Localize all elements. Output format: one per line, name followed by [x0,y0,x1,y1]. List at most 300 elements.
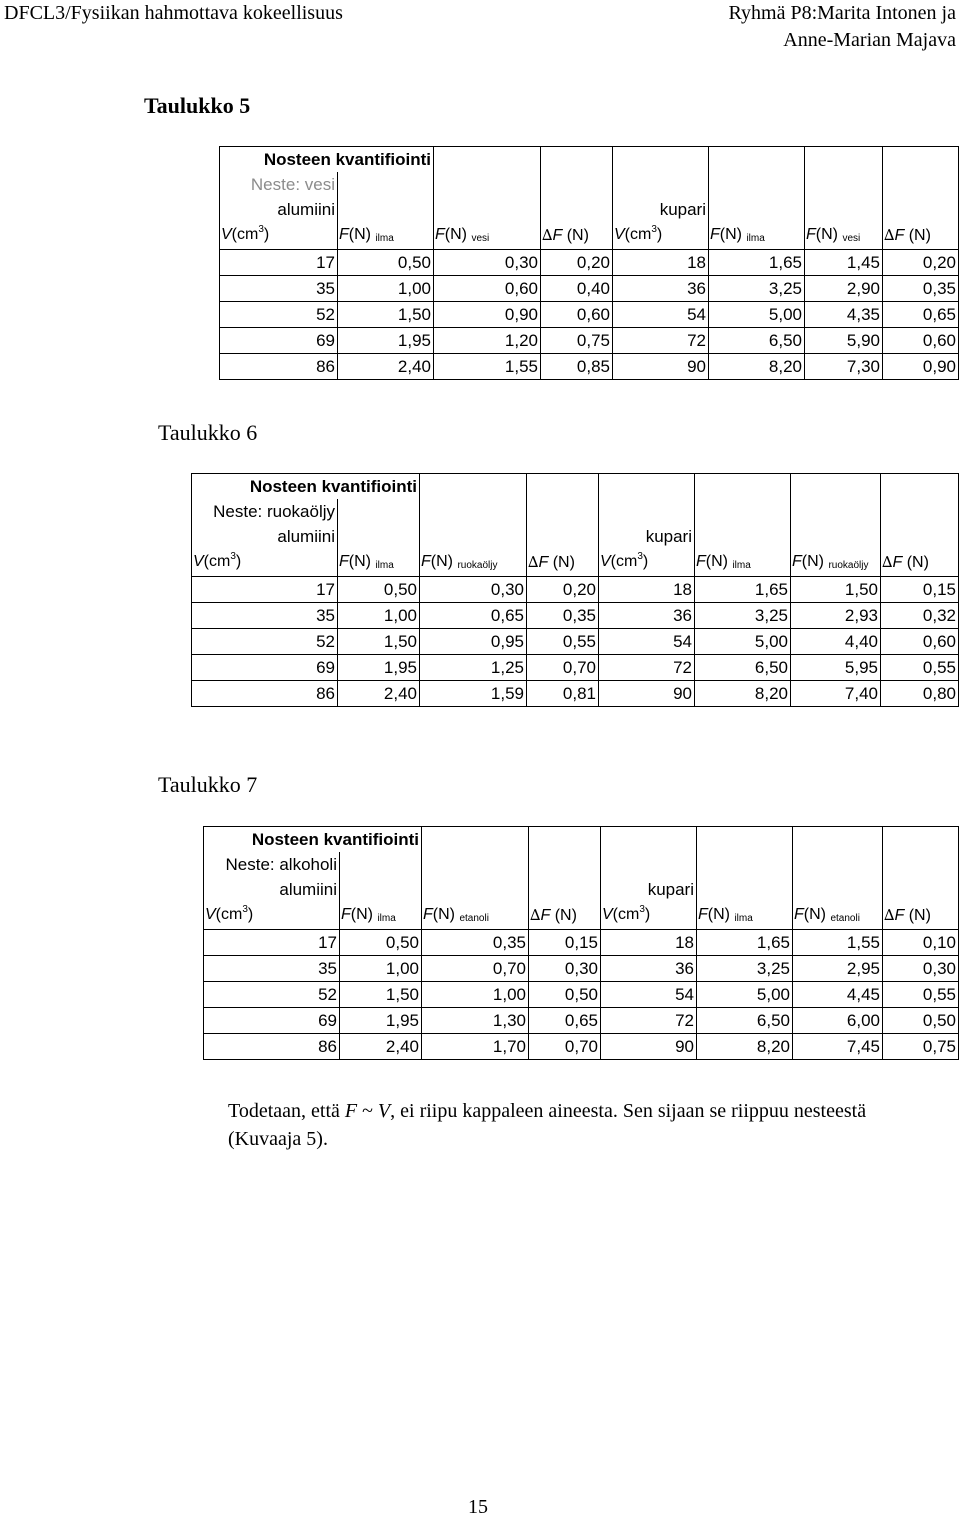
force-symbol: F [710,226,720,243]
volume-close: ) [656,226,663,243]
force-symbol: F [540,907,551,924]
table-cell: 0,60 [541,302,613,328]
table-cell: 3,25 [709,276,805,302]
table-cell: 7,30 [805,354,883,380]
table-cell: 5,90 [805,328,883,354]
empty-cell [422,852,529,877]
table-taulukko-6 [191,473,959,707]
table-cell: 1,55 [434,354,541,380]
volume-exponent: 3 [639,904,645,915]
force-subscript: vesi [842,233,861,244]
table-cell: 0,35 [527,603,599,629]
volume-exponent: 3 [242,904,248,915]
volume-unit: (cm [612,906,640,923]
metal-row [220,197,959,222]
metal-label-kupari: kupari [601,877,697,902]
force-subscript: ruokaöljy [828,560,869,571]
table-cell: 4,40 [791,629,881,655]
liquid-row [204,852,959,877]
empty-cell [434,197,541,222]
table-cell: 0,50 [338,577,420,603]
table-cell: 1,55 [793,930,883,956]
table-cell: 0,95 [420,629,527,655]
empty-cell [601,827,697,853]
table-cell: 90 [613,354,709,380]
empty-cell [420,474,527,500]
delta-icon: ∆ [884,226,895,244]
table-cell: 7,40 [791,681,881,707]
table-row [220,354,959,380]
delta-icon: ∆ [530,906,541,924]
empty-cell [338,524,420,549]
table-cell: 6,50 [695,655,791,681]
empty-cell [695,474,791,500]
volume-symbol: V [205,906,216,923]
table-cell: 0,50 [883,1008,959,1034]
force-unit: (N) [350,906,373,923]
kupari-volume-header [599,549,695,577]
volume-exponent: 3 [637,551,643,562]
empty-cell [541,197,613,222]
table-cell: 1,95 [340,1008,422,1034]
table-cell: 0,70 [422,956,529,982]
force-subscript: ilma [746,233,765,244]
force-symbol: F [421,553,431,570]
delta-icon: ∆ [542,226,553,244]
header-group-line1: Ryhmä P8:Marita Intonen ja [728,2,956,24]
force-symbol: F [696,553,706,570]
table-cell: 2,95 [793,956,883,982]
table-cell: 69 [204,1008,340,1034]
alumiini-delta-force-header [529,902,601,930]
force-unit: (N) [348,553,371,570]
kupari-air-force-header [697,902,793,930]
table-cell: 3,25 [695,603,791,629]
table-cell: 35 [220,276,338,302]
delta-icon: ∆ [884,906,895,924]
empty-cell [529,827,601,853]
header-group-line2: Anne-Marian Majava [783,29,956,51]
force-symbol: F [894,227,905,244]
liquid-row [220,172,959,197]
volume-unit: (cm [203,553,231,570]
table-cell: 0,55 [883,982,959,1008]
kupari-liquid-force-header [805,222,883,250]
kupari-delta-force-header [881,549,959,577]
empty-cell [613,172,709,197]
force-symbol: F [894,907,905,924]
force-unit: (N) [815,226,838,243]
table-cell: 1,00 [340,956,422,982]
title-row [204,827,959,853]
empty-cell [527,474,599,500]
empty-cell [709,197,805,222]
table-cell: 0,80 [881,681,959,707]
empty-cell [793,877,883,902]
force-subscript: etanoli [830,913,860,924]
kupari-air-force-header [695,549,791,577]
empty-cell [697,877,793,902]
volume-symbol: V [600,553,611,570]
table-cell: 0,40 [541,276,613,302]
force-symbol: F [698,906,708,923]
force-symbol: F [892,554,903,571]
empty-cell [791,499,881,524]
volume-symbol: V [614,226,625,243]
table-row [204,1034,959,1060]
table-cell: 0,55 [527,629,599,655]
caption-taulukko-7: Taulukko 7 [158,772,258,797]
empty-cell [527,524,599,549]
table-cell: 1,50 [338,302,434,328]
table-cell: 54 [601,982,697,1008]
table-cell: 35 [192,603,338,629]
table-cell: 86 [220,354,338,380]
metal-label-kupari: kupari [599,524,695,549]
table-cell: 2,40 [340,1034,422,1060]
force-symbol: F [792,553,802,570]
column-header-row [192,549,959,577]
table-cell: 0,20 [883,250,959,276]
table-cell: 17 [192,577,338,603]
table-cell: 0,70 [529,1034,601,1060]
force-unit: (N) [550,907,577,924]
table-cell: 0,75 [541,328,613,354]
kupari-delta-force-header [883,902,959,930]
table-cell: 0,65 [529,1008,601,1034]
empty-cell [422,877,529,902]
empty-cell [541,172,613,197]
alumiini-volume-header [204,902,340,930]
table-cell: 0,50 [529,982,601,1008]
table-row [192,681,959,707]
title-row [220,147,959,173]
force-unit: (N) [705,553,728,570]
volume-unit: (cm [610,553,638,570]
metal-label-alumiini: alumiini [204,877,340,902]
table-cell: 7,45 [793,1034,883,1060]
table-cell: 36 [601,956,697,982]
table-cell: 72 [599,655,695,681]
caption-taulukko-6: Taulukko 6 [158,420,258,445]
table-cell: 86 [192,681,338,707]
table-cell: 0,30 [434,250,541,276]
table-cell: 1,20 [434,328,541,354]
table-cell: 17 [204,930,340,956]
volume-symbol: V [221,226,232,243]
table-cell: 90 [601,1034,697,1060]
table-cell: 1,65 [695,577,791,603]
table-cell: 54 [613,302,709,328]
volume-unit: (cm [624,226,652,243]
metal-label-alumiini: alumiini [192,524,338,549]
force-subscript: ilma [375,560,394,571]
empty-cell [697,852,793,877]
table-cell: 0,90 [434,302,541,328]
table-row [220,302,959,328]
force-unit: (N) [707,906,730,923]
delta-icon: ∆ [528,553,539,571]
volume-close: ) [644,906,651,923]
table-cell: 0,20 [527,577,599,603]
table-title: Nosteen kvantifiointi [220,147,434,173]
kupari-air-force-header [709,222,805,250]
table-cell: 72 [601,1008,697,1034]
liquid-row [192,499,959,524]
empty-cell [422,827,529,853]
liquid-label: Neste: alkoholi [204,852,340,877]
table-cell: 1,70 [422,1034,529,1060]
volume-close: ) [642,553,649,570]
table-cell: 0,70 [527,655,599,681]
empty-cell [709,147,805,173]
force-unit: (N) [432,906,455,923]
table-cell: 0,30 [529,956,601,982]
force-symbol: F [423,906,433,923]
volume-exponent: 3 [258,224,264,235]
force-unit: (N) [430,553,453,570]
table-cell: 1,50 [338,629,420,655]
table-cell: 36 [599,603,695,629]
table-cell: 0,35 [422,930,529,956]
table-cell: 8,20 [695,681,791,707]
table-taulukko-7 [203,826,959,1060]
kupari-volume-header [601,902,697,930]
volume-unit: (cm [215,906,243,923]
table-cell: 0,60 [883,328,959,354]
force-unit: (N) [803,906,826,923]
table-cell: 4,45 [793,982,883,1008]
force-subscript: ilma [375,233,394,244]
table-cell: 0,10 [883,930,959,956]
table-cell: 2,93 [791,603,881,629]
table-cell: 8,20 [709,354,805,380]
table-cell: 2,40 [338,354,434,380]
table-cell: 1,95 [338,655,420,681]
volume-symbol: V [602,906,613,923]
title-row [192,474,959,500]
force-symbol: F [538,554,549,571]
table-cell: 0,90 [883,354,959,380]
alumiini-liquid-force-header [420,549,527,577]
table-row [204,982,959,1008]
table-cell: 36 [613,276,709,302]
delta-icon: ∆ [882,553,893,571]
empty-cell [791,474,881,500]
empty-cell [340,852,422,877]
empty-cell [881,474,959,500]
liquid-label: Neste: ruokaöljy [192,499,338,524]
caption-taulukko-5: Taulukko 5 [144,93,251,118]
alumiini-delta-force-header [527,549,599,577]
force-symbol: F [341,906,351,923]
table-cell: 1,45 [805,250,883,276]
table-cell: 0,60 [881,629,959,655]
metal-label-kupari: kupari [613,197,709,222]
table-cell: 54 [599,629,695,655]
table-cell: 1,25 [420,655,527,681]
table-cell: 69 [220,328,338,354]
force-symbol: F [794,906,804,923]
table-cell: 0,75 [883,1034,959,1060]
force-unit: (N) [801,553,824,570]
table-cell: 1,00 [422,982,529,1008]
empty-cell [599,474,695,500]
empty-cell [613,147,709,173]
empty-cell [709,172,805,197]
empty-cell [695,524,791,549]
alumiini-air-force-header [338,549,420,577]
alumiini-volume-header [192,549,338,577]
empty-cell [805,197,883,222]
alumiini-liquid-force-header [422,902,529,930]
empty-cell [529,852,601,877]
table-cell: 5,00 [695,629,791,655]
table-cell: 90 [599,681,695,707]
metal-row [192,524,959,549]
table-row [220,328,959,354]
table-cell: 6,50 [697,1008,793,1034]
force-symbol: F [435,226,445,243]
conclusion-post: , ei riipu kappaleen aineesta. Sen sijaan se riippuu nesteestä (Kuvaaja 5). [228,1100,867,1150]
empty-cell [338,499,420,524]
table-row [220,276,959,302]
force-unit: (N) [562,227,589,244]
table-cell: 0,85 [541,354,613,380]
force-symbol: F [339,553,349,570]
empty-cell [420,524,527,549]
empty-cell [697,827,793,853]
conclusion-tilde: ~ [357,1100,378,1122]
table-title: Nosteen kvantifiointi [204,827,422,853]
table-row [192,603,959,629]
column-header-row [220,222,959,250]
table-cell: 0,30 [883,956,959,982]
table-cell: 1,65 [709,250,805,276]
table-cell: 1,65 [697,930,793,956]
table-cell: 1,50 [791,577,881,603]
empty-cell [434,147,541,173]
table-cell: 0,50 [340,930,422,956]
table-cell: 0,32 [881,603,959,629]
empty-cell [883,827,959,853]
table-cell: 1,95 [338,328,434,354]
conclusion-f: F [344,1100,358,1122]
table-cell: 0,20 [541,250,613,276]
force-subscript: ruokaöljy [457,560,498,571]
empty-cell [529,877,601,902]
force-symbol: F [339,226,349,243]
force-unit: (N) [348,226,371,243]
table-row [192,655,959,681]
kupari-volume-header [613,222,709,250]
table-cell: 52 [204,982,340,1008]
table-cell: 1,00 [338,276,434,302]
table-cell: 52 [220,302,338,328]
kupari-liquid-force-header [793,902,883,930]
table-cell: 5,00 [709,302,805,328]
table-row [220,250,959,276]
page-number: 15 [468,1496,488,1518]
empty-cell [541,147,613,173]
empty-cell [338,197,434,222]
table-cell: 69 [192,655,338,681]
volume-close: ) [235,553,242,570]
force-unit: (N) [904,227,931,244]
empty-cell [793,852,883,877]
empty-cell [881,499,959,524]
empty-cell [883,172,959,197]
metal-row [204,877,959,902]
volume-close: ) [263,226,270,243]
table-cell: 72 [613,328,709,354]
running-header-course: DFCL3/Fysiikan hahmottava kokeellisuus [4,2,343,24]
table-cell: 1,59 [420,681,527,707]
table-cell: 1,00 [338,603,420,629]
table-row [204,956,959,982]
empty-cell [883,877,959,902]
table-cell: 1,30 [422,1008,529,1034]
table-cell: 0,15 [529,930,601,956]
empty-cell [805,172,883,197]
kupari-delta-force-header [883,222,959,250]
empty-cell [599,499,695,524]
table-cell: 0,55 [881,655,959,681]
empty-cell [420,499,527,524]
table-cell: 0,81 [527,681,599,707]
empty-cell [881,524,959,549]
table-cell: 0,65 [883,302,959,328]
empty-cell [338,172,434,197]
empty-cell [434,172,541,197]
table-taulukko-5 [219,146,959,380]
conclusion-v: V [377,1100,391,1122]
table-cell: 86 [204,1034,340,1060]
force-unit: (N) [904,907,931,924]
table-cell: 35 [204,956,340,982]
table-cell: 18 [599,577,695,603]
table-cell: 2,90 [805,276,883,302]
table-cell: 5,95 [791,655,881,681]
table-cell: 0,30 [420,577,527,603]
force-symbol: F [552,227,563,244]
table-cell: 6,00 [793,1008,883,1034]
table-cell: 3,25 [697,956,793,982]
table-cell: 0,60 [434,276,541,302]
empty-cell [805,147,883,173]
volume-exponent: 3 [651,224,657,235]
table-cell: 52 [192,629,338,655]
empty-cell [793,827,883,853]
volume-exponent: 3 [230,551,236,562]
force-symbol: F [806,226,816,243]
alumiini-delta-force-header [541,222,613,250]
volume-symbol: V [193,553,204,570]
table-cell: 6,50 [709,328,805,354]
empty-cell [601,852,697,877]
table-cell: 0,50 [338,250,434,276]
alumiini-liquid-force-header [434,222,541,250]
table-cell: 4,35 [805,302,883,328]
column-header-row [204,902,959,930]
force-unit: (N) [719,226,742,243]
force-unit: (N) [548,554,575,571]
table-cell: 0,35 [883,276,959,302]
empty-cell [340,877,422,902]
conclusion-paragraph [228,1097,928,1153]
force-subscript: ilma [732,560,751,571]
table-row [204,1008,959,1034]
